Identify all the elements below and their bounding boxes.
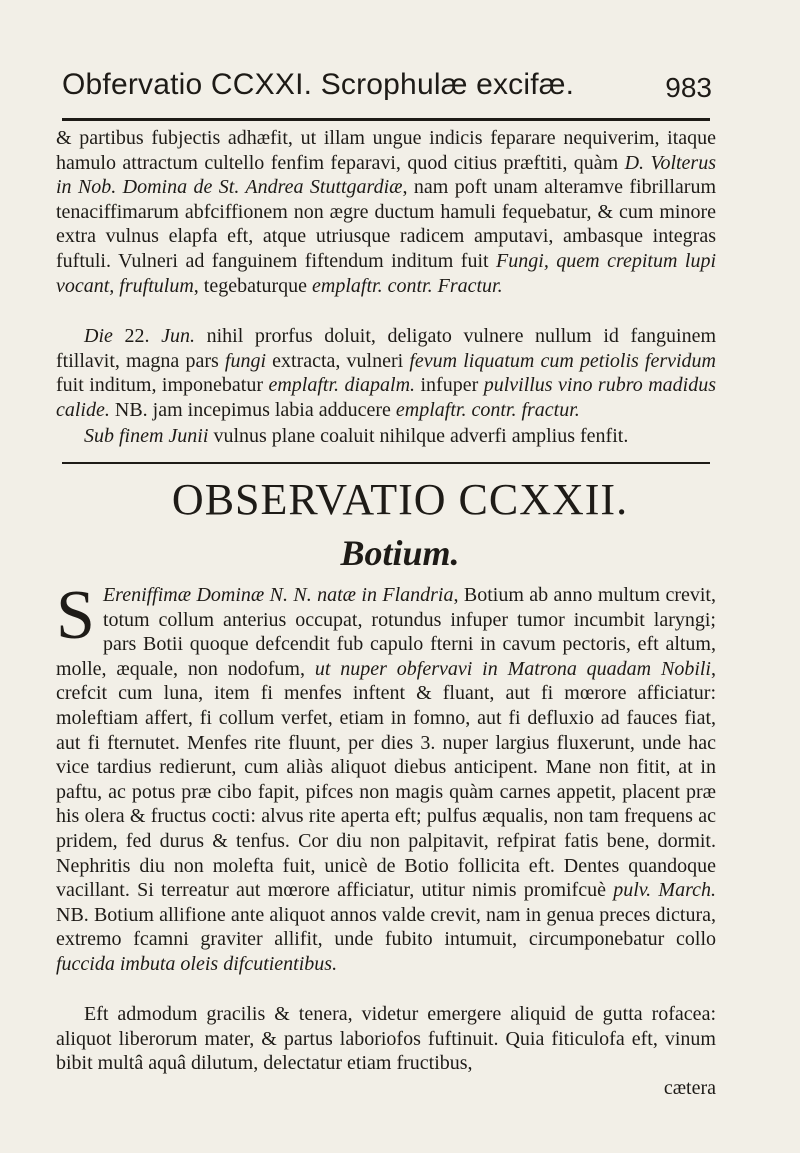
text-run: , Botium ab anno multum crevit, totum collum anterius occupat, rotundus infuper tumor incumbit laryngi; pars Botii quoque defcendit fub capulo fterni in cavum pectoris, eft altum, molle, æquale, non nodofum, [56,584,716,680]
italic-run: ut nuper obfervavi in Matrona quadam Nobili [314,657,711,680]
page-number: 983 [665,72,712,103]
paragraph-end-june [56,424,716,449]
catchword: cætera [663,1076,716,1099]
italic-run: fuccida imbuta oleis difcutientibus. [56,952,338,975]
text-run: fuit inditum, imponebatur [56,374,269,397]
observation-subheading: Botium. [340,533,460,573]
italic-run: pulv. March. [613,879,716,902]
header-rule [62,118,710,121]
running-header [62,62,712,118]
italic-run: Fungi, quem crepitum lupi vocant, fruftulum [56,249,716,297]
italic-run: pulvillus vino rubro madidus calide. [56,374,716,421]
text-run: vulnus plane coaluit nihilque adverfi amplius fenfit. [208,425,629,447]
italic-run: emplaftr. diapalm. [268,374,416,397]
drop-cap: S [56,577,95,654]
text-run: NB. Botium allifione ante aliquot annos valde crevit, nam in genua preces dictura, extremo fcamni graviter allifit, unde fubito intumuit, circumponebatur collo [56,903,716,951]
text-run: infuper [415,374,484,397]
paragraph-continuation [56,126,716,298]
text-run: , tegebaturque [193,274,313,297]
italic-run: fevum liquatum cum petiolis fervidum [409,349,716,372]
text-run: Eft admodum gracilis & tenera, videtur emergere aliquid de gutta rofacea: aliquot liberorum mater, & partus laboriofos fuftinuit. Quia fiticulofa eft, vinum bibit multâ aquâ dilutum, delectatur etiam fructibus, [56,1003,716,1075]
italic-run: Jun. [161,325,195,347]
text-run: , nam poft unam alteramve fibrillarum tenaciffimarum abfciffionem non ægre ductum hamuli fequebatur, & cum minore extra vulnus elapfa eft, atque utriusque radicem amputavi, ambasque integras fuftuli. Vulneri ad fanguinem fiftendum inditum fuit [56,176,717,272]
observation-heading: OBSERVATIO CCXXII. [171,475,629,524]
italic-run: Die [84,325,113,347]
text-run: NB. jam incepimus labia adducere [109,398,396,421]
text-run: 22. [112,325,162,347]
italic-run: emplaftr. contr. Fractur. [312,274,503,297]
italic-run: Ereniffimæ Dominæ N. N. natæ in Flandria [102,584,454,606]
text-run: & partibus fubjectis adhæfit, ut illam ungue indicis feparare nequiverim, itaque hamulo attractum cultello fenfim feparavi, quod citius præftiti, quàm [56,127,716,174]
italic-run: emplaftr. contr. fractur. [395,398,580,421]
paragraph-patient-description [56,1002,716,1100]
italic-run: Sub finem Junii [84,425,209,447]
italic-run: fungi [224,349,267,372]
italic-run: D. Volterus in Nob. Domina de St. Andrea Stuttgardiæ [56,151,716,199]
paragraph-day-22 [56,324,716,422]
text-run: , crefcit cum luna, item fi menfes inftent & fluant, aut fi mœrore afficiatur: moleftiam affert, fi collum verfet, etiam in fomno, aut fi defluxio ad fauces fiat, aut fi fternutet. Menfes rite fluunt, per dies 3. nuper largius fluxerunt, unde hac vice tardius redierunt, cum aliàs aliquot diebus anticipent. Mane non fitit, at in paftu, ac potus præ cibo fapit, pifces non magis quàm carnes appetit, placent præ his olera & fructus cocti: alvus rite aperta eft; pulfus æqualis, non tam frequens ac pridem, fed durus & tenfus. Cor diu non palpitavit, refpirat fatis bene, dormit. Nephritis diu non molefta fuit, unicè de Botio follicita eft. Dentes quandoque vacillant. Si terreatur aut mœrore afficiatur, utitur nimis promifcuè [56,657,716,902]
section-rule [62,462,710,464]
text-run: nihil prorfus doluit, deligato vulnere nullum id fanguinem ftillavit, magna pars [56,325,716,372]
text-run: extracta, vulneri [266,349,410,372]
running-title: Obfervatio CCXXI. Scrophulæ excifæ. [62,68,575,101]
paragraph-botium-case [56,577,716,977]
